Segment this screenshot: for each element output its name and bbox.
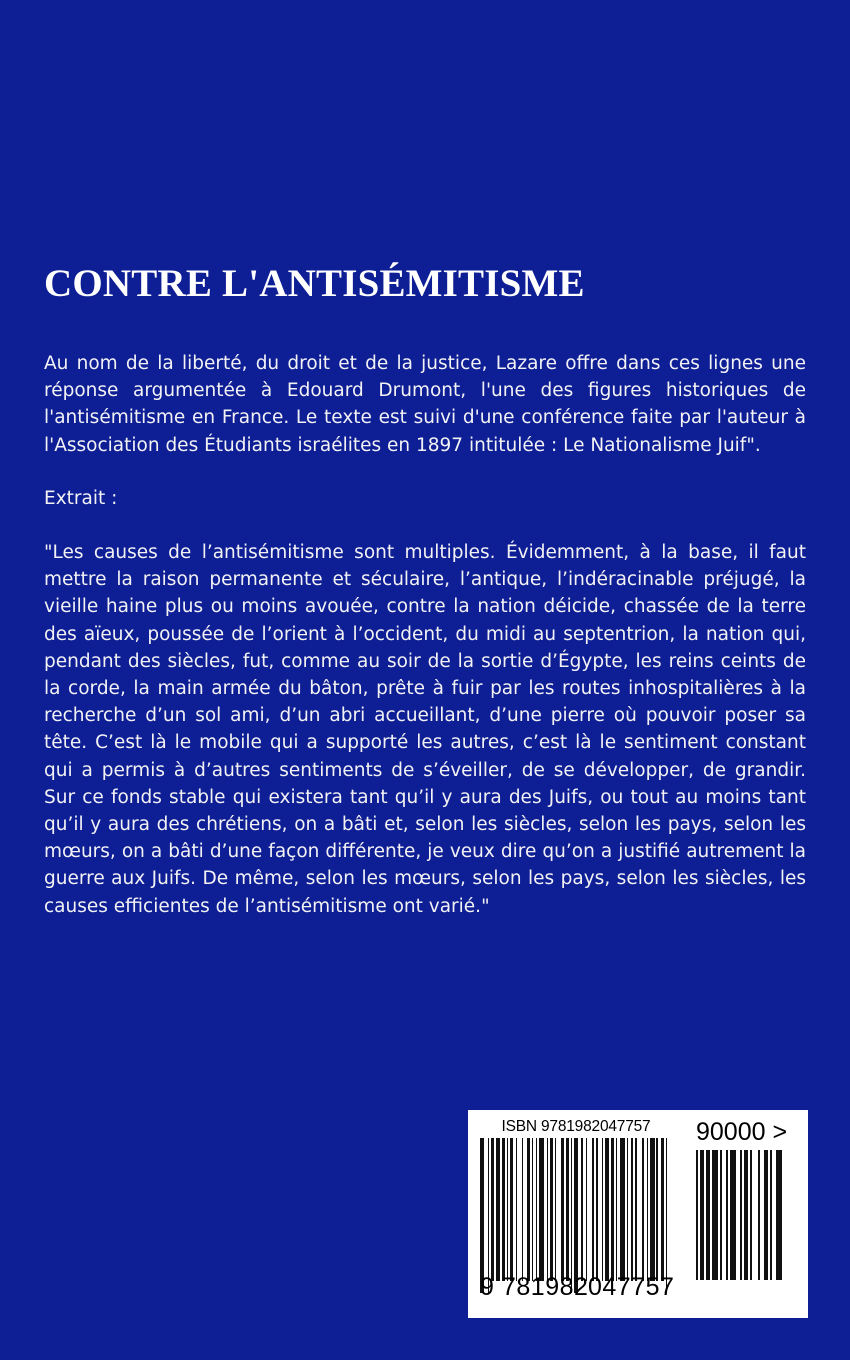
barcode-bar bbox=[539, 1138, 543, 1281]
barcode-bar bbox=[706, 1150, 710, 1280]
barcode-block bbox=[468, 1110, 808, 1318]
barcode-bar bbox=[574, 1138, 578, 1293]
barcode-bar bbox=[740, 1150, 742, 1280]
price-addon-barcode bbox=[696, 1118, 796, 1303]
barcode-bar bbox=[720, 1150, 722, 1280]
price-addon-label: 90000 > bbox=[696, 1118, 788, 1146]
barcode-bar bbox=[561, 1138, 564, 1281]
barcode-bar bbox=[611, 1138, 614, 1281]
barcode-bar bbox=[642, 1138, 643, 1281]
barcode-bar bbox=[627, 1138, 628, 1281]
barcode-bar bbox=[635, 1138, 638, 1281]
excerpt-label: Extrait : bbox=[44, 487, 118, 509]
barcode-bar bbox=[550, 1138, 553, 1281]
barcode-bar bbox=[496, 1138, 500, 1281]
barcode-bar bbox=[666, 1138, 667, 1293]
barcode-bar bbox=[696, 1150, 698, 1280]
barcode-bar bbox=[700, 1150, 704, 1280]
barcode-bar bbox=[647, 1138, 648, 1281]
barcode-bar bbox=[491, 1138, 494, 1281]
isbn-left-group: 781982 bbox=[502, 1273, 589, 1301]
barcode-bar bbox=[507, 1138, 508, 1281]
excerpt-paragraph: "Les causes de l’antisémitisme sont multiples. Évidemment, à la base, il faut mettre la raison permanente et séculaire, l’antique, l’indéracinable préjugé, la vieille haine plus ou moins avouée, contre la nation déicide, chassée de la terre des aïeux, poussée de l’orient à l’occident, du midi au septentrion, la nation qui, pendant des siècles, fut, comme au soir de la sortie d’Égypte, les reins ceints de la corde, la main armée du bâton, prête à fuir par les routes inhospitalières à la recherche d’un sol ami, d’un abri accueillant, d’une pierre où pouvoir poser sa tête. C’est là le mobile qui a supporté les autres, c’est là le sentiment constant qui a permis à d’autres sentiments de s’éveiller, de se développer, de grandir. Sur ce fonds stable qui existera tant qu’il y aura des Juifs, ou tout au moins tant qu’il y aura des chrétiens, on a bâti et, selon les siècles, selon les pays, selon les mœurs, on a bâti d’une façon différente, je veux dire qu’on a justifié autrement la guerre aux Juifs. De même, selon les mœurs, selon les pays, selon les siècles, les causes efficientes de l’antisémitisme ont varié." bbox=[44, 542, 806, 917]
barcode-bar bbox=[650, 1138, 654, 1281]
barcode-bar bbox=[712, 1150, 718, 1280]
barcode-bar bbox=[480, 1138, 484, 1293]
barcode-bar bbox=[764, 1150, 768, 1280]
barcode-bar bbox=[522, 1138, 523, 1281]
isbn-lead-digit: 9 bbox=[480, 1273, 495, 1301]
barcode-bar bbox=[656, 1138, 657, 1281]
isbn-barcode-bars bbox=[480, 1138, 672, 1281]
cover-text-content bbox=[44, 262, 806, 920]
barcode-bar bbox=[605, 1138, 609, 1281]
barcode-bar bbox=[586, 1138, 587, 1281]
barcode-bar bbox=[758, 1150, 760, 1280]
barcode-bar bbox=[602, 1138, 603, 1281]
barcode-bar bbox=[571, 1138, 572, 1293]
barcode-bar bbox=[661, 1138, 664, 1281]
barcode-bar bbox=[770, 1150, 772, 1280]
isbn-human-readable-digits bbox=[480, 1273, 675, 1303]
barcode-bar bbox=[527, 1138, 530, 1281]
barcode-bar bbox=[488, 1138, 489, 1293]
barcode-bar bbox=[536, 1138, 537, 1281]
barcode-bar bbox=[730, 1150, 736, 1280]
barcode-bar bbox=[581, 1138, 582, 1281]
barcode-bar bbox=[502, 1138, 505, 1281]
barcode-bar bbox=[532, 1138, 533, 1281]
isbn-barcode bbox=[480, 1118, 675, 1310]
barcode-bar bbox=[620, 1138, 624, 1281]
barcode-bar bbox=[616, 1138, 617, 1281]
barcode-bar bbox=[566, 1138, 569, 1281]
page-title: CONTRE L'ANTISÉMITISME bbox=[44, 262, 585, 305]
barcode-bar bbox=[592, 1138, 593, 1281]
intro-paragraph: Au nom de la liberté, du droit et de la justice, Lazare offre dans ces lignes une réponse argumentée à Edouard Drumont, l'une des figures historiques de l'antisémitisme en France. Le texte est suivi d'une conférence faite par l'auteur à l'Association des Étudiants israélites en 1897 intitulée : Le Nationalisme Juif". bbox=[44, 353, 806, 456]
barcode-bar bbox=[510, 1138, 513, 1281]
barcode-bar bbox=[555, 1138, 556, 1281]
barcode-bar bbox=[516, 1138, 517, 1281]
barcode-bar bbox=[547, 1138, 548, 1281]
barcode-bar bbox=[596, 1138, 599, 1281]
barcode-bar bbox=[726, 1150, 728, 1280]
isbn-label: ISBN 9781982047757 bbox=[501, 1118, 651, 1135]
barcode-bar bbox=[744, 1150, 748, 1280]
barcode-bar bbox=[776, 1150, 782, 1280]
isbn-right-group: 047757 bbox=[588, 1273, 675, 1301]
price-addon-bars bbox=[696, 1150, 784, 1280]
barcode-bar bbox=[750, 1150, 752, 1280]
barcode-bar bbox=[631, 1138, 632, 1281]
